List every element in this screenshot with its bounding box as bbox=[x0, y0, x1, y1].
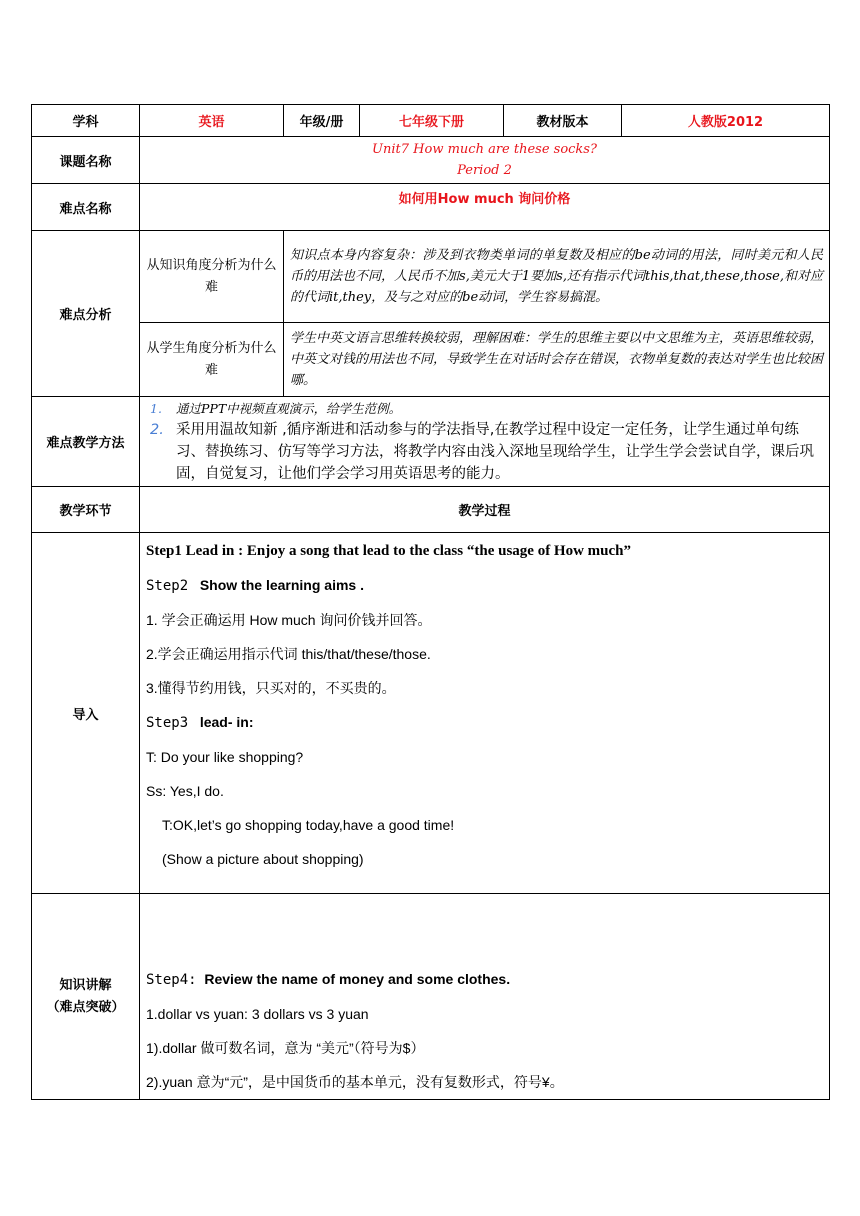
knowledge-line-1: 1.dollar vs yuan: 3 dollars vs 3 yuan bbox=[146, 1006, 369, 1022]
step3-prefix: Step3 bbox=[146, 715, 189, 731]
row-knowledge bbox=[32, 894, 830, 1100]
subject-value: 英语 bbox=[140, 105, 284, 137]
dialog-line-2: Ss: Yes,I do. bbox=[146, 783, 224, 799]
method-item bbox=[146, 419, 823, 485]
process-section-value: 教学过程 bbox=[140, 487, 830, 533]
step2-line bbox=[146, 568, 823, 603]
row-analysis-knowledge bbox=[32, 231, 830, 323]
method-number: 2. bbox=[150, 421, 164, 438]
knowledge-angle-text: 知识点本身内容复杂：涉及到衣物类单词的单复数及相应的be动词的用法，同时美元和人民币的用法也不同，人民币不加s,美元大于1要加s,还有指示代词this,that,these,those,和对应的代词it,they，及与之对应的be动词，学生容易搞混。 bbox=[284, 231, 830, 323]
method-text: 通过PPT中视频直观演示，给学生范例。 bbox=[176, 400, 402, 416]
topic-line2: Period 2 bbox=[457, 163, 512, 178]
knowledge-label bbox=[32, 894, 140, 1100]
row-intro bbox=[32, 533, 830, 894]
aim-1: 1. 学会正确运用 How much 询问价钱并回答。 bbox=[146, 612, 432, 628]
methods-list bbox=[140, 397, 830, 487]
method-number: 1. bbox=[150, 400, 162, 416]
step4-line bbox=[146, 962, 823, 997]
row-difficulty bbox=[32, 184, 830, 231]
knowledge-line-2: 1).dollar 做可数名词，意为 “美元”（符号为$） bbox=[146, 1040, 425, 1056]
step4-text: Review the name of money and some clothes. bbox=[204, 971, 511, 987]
knowledge-angle-label: 从知识角度分析为什么难 bbox=[140, 231, 284, 323]
dialog-line-3: T:OK,let’s go shopping today,have a good time! bbox=[162, 817, 455, 833]
difficulty-value: 如何用How much 询问价格 bbox=[140, 184, 830, 231]
topic-value bbox=[140, 137, 830, 184]
topic-label: 课题名称 bbox=[32, 137, 140, 184]
row-methods bbox=[32, 397, 830, 487]
step4-prefix: Step4: bbox=[146, 972, 197, 988]
difficulty-label: 难点名称 bbox=[32, 184, 140, 231]
process-section-label: 教学环节 bbox=[32, 487, 140, 533]
student-angle-text: 学生中英文语言思维转换较弱，理解困难：学生的思维主要以中文思维为主，英语思维较弱，中英文对钱的用法也不同，导致学生在对话时会存在错误，衣物单复数的表达对学生也比较困哪。 bbox=[284, 323, 830, 397]
step3-line bbox=[146, 705, 823, 740]
knowledge-line-3: 2).yuan 意为“元”，是中国货币的基本单元，没有复数形式，符号¥。 bbox=[146, 1074, 564, 1090]
intro-content bbox=[140, 533, 830, 894]
methods-label: 难点教学方法 bbox=[32, 397, 140, 487]
step2-text: Show the learning aims . bbox=[199, 577, 364, 593]
topic-line1: Unit7 How much are these socks? bbox=[372, 142, 597, 157]
knowledge-label-line1: 知识讲解 bbox=[59, 977, 112, 993]
row-process-header bbox=[32, 487, 830, 533]
method-item bbox=[146, 399, 823, 419]
edition-value: 人教版2012 bbox=[622, 105, 830, 137]
step2-prefix: Step2 bbox=[146, 578, 189, 594]
row-topic bbox=[32, 137, 830, 184]
aim-3: 3.懂得节约用钱，只买对的，不买贵的。 bbox=[146, 680, 396, 696]
analysis-label: 难点分析 bbox=[32, 231, 140, 397]
method-text: 采用用温故知新 ,循序渐进和活动参与的学法指导,在教学过程中设定一定任务，让学生通过单句练习、替换练习、仿写等学习方法，将教学内容由浅入深地呈现给学生，让学生学会尝试自学，课后巩固，自觉复习，让他们学会学习用英语思考的能力。 bbox=[176, 421, 814, 482]
step1-text: Step1 Lead in : Enjoy a song that lead to the class “the usage of How much” bbox=[146, 543, 632, 559]
edition-label: 教材版本 bbox=[504, 105, 622, 137]
lesson-plan-table bbox=[31, 104, 830, 1100]
knowledge-label-line2: （难点突破） bbox=[46, 999, 125, 1015]
subject-label: 学科 bbox=[32, 105, 140, 137]
intro-label: 导入 bbox=[32, 533, 140, 894]
dialog-line-1: T: Do your like shopping? bbox=[146, 749, 304, 765]
knowledge-content bbox=[140, 894, 830, 1100]
grade-label: 年级/册 bbox=[284, 105, 360, 137]
row-subject bbox=[32, 105, 830, 137]
aim-2: 2.学会正确运用指示代词 this/that/these/those. bbox=[146, 646, 431, 662]
row-analysis-student bbox=[32, 323, 830, 397]
student-angle-label: 从学生角度分析为什么难 bbox=[140, 323, 284, 397]
dialog-line-4: (Show a picture about shopping) bbox=[162, 851, 364, 867]
step3-text: lead- in: bbox=[199, 714, 254, 730]
grade-value: 七年级下册 bbox=[360, 105, 504, 137]
